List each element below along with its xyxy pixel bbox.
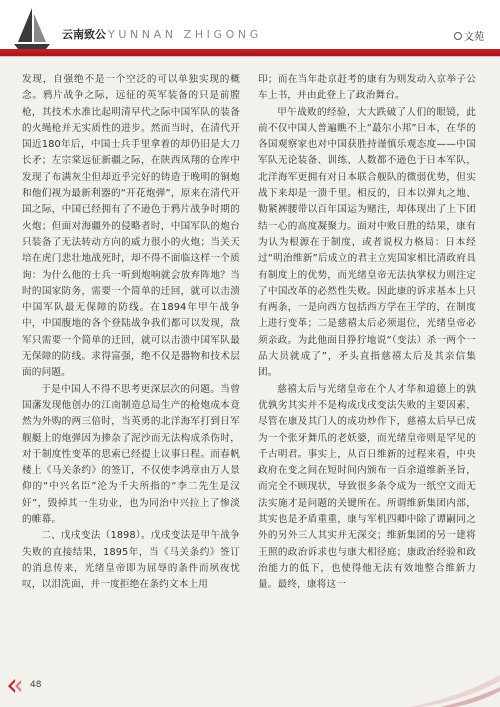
paragraph: 甲午战败的经验，大大跌破了人们的眼镜，此前不仅中国人普遍瞧不上“蕞尔小邦”日本，在华的各国观察家也对中国获胜持谨慎乐观态度——中国军队无论装备、训练、人数都不逊色于日本军队，北洋海军更拥有对日本联合舰队的微弱优势，但实战下来却是一溃千里。相反的，日本以弹丸之地、勒紧裤腰带以百年国运为赌注，却体现出了上下团结一心的高度凝聚力。面对中败日胜的结果，康有为认为根源在于制度，或者说权力格局：日本经过“明治维新”后成立的君主立宪国家相比清政府具有制度上的优势，而光绪皇帝无法执掌权力则注定了中国改革的必然性失败。因此康的诉求基本上只有两条，一是向西方包括西方学在王学的，在制度上进行变革；二是慈禧太后必须退位，光绪皇帝必须亲政。为此他面目狰狞地说“（变法）杀一两个一品大员就成了”，矛头直指慈禧太后及其亲信集团。 [258,106,476,379]
left-column [22,72,240,594]
corner-swoosh-decoration-icon [410,667,500,707]
circle-bullet-icon [454,32,462,40]
header-red-bar [0,49,500,56]
magazine-name-latin: YUNNAN ZHIGONG [108,28,262,41]
section-label [454,28,484,43]
sailboat-logo-icon [8,4,56,52]
paragraph: 印；而在当年赴京赶考的康有为则发动入京举子公车上书，并由此登上了政治舞台。 [258,74,476,102]
page-corner-ornament-icon [6,676,26,696]
paragraph: 于是中国人不得不思考更深层次的问题。当曾国藩发现他创办的江南制造总局生产的枪炮成本竟然为外购的两三倍时，当英勇的北洋海军打到日军舰艇上的炮弹因为掺杂了泥沙而无法构成杀伤时，对于制度性变革的思索已经提上议事日程。而春帆楼上《马关条约》的签订，不仅使李鸿章由万人景仰的“中兴名臣”沦为千夫所指的“李二先生是汉奸”，毁掉其一生功业，也为同治中兴拉上了惨淡的帷幕。 [22,383,240,526]
page-number: 48 [30,680,42,690]
right-column [258,72,476,594]
magazine-title [62,26,262,42]
paragraph: 二、戊戌变法（1898）。戊戌变法是甲午战争失败的直接结果，1895年，当《马关条约》签订的消息传来，光绪皇帝即为屈辱的条件而夙夜忧叹，以泪洗面，并一度拒绝在条约文本上用 [22,530,240,591]
section-name: 文苑 [464,32,484,43]
paragraph: 慈禧太后与光绪皇帝在个人才华和道德上的孰优孰劣其实并不是构成戊戌变法失败的主要因素，尽管在康及其门人的成功炒作下，慈禧太后早已成为一个张牙舞爪的老妖婆，而光绪皇帝则是罕见的千古明君。事实上，从百日维新的过程来看，中央政府在变之间在短时间内颁布一百余道维新圣旨，而完全不顾现状，导致很多条令成为一纸空文而无法实施才是问题的关键所在。所谓维新集团内部，其实也是矛盾重重，康与军机四卿中除了谭嗣同之外的另外三人其实并无深交；维新集团的另一建将王照的政治诉求也与康大相径庭；康政治经验和政治能力的低下，也使得他无法有效地整合维新力量。最终，康将这一 [258,383,476,591]
page-header [0,0,500,56]
magazine-name-cn: 云南致公 [62,28,106,41]
paragraph: 发现，自强绝不是一个空泛的可以单独实现的概念。鸦片战争之际，远征的英军装备的只是前膛枪，其技术水准比起明清早代之际中国军队的装备的火绳枪并无实质性的进步。然而当时，在清代开国近180年后，中国士兵手里拿着的却仍旧是大刀长矛；左宗棠远征新疆之际，在陕西凤翔的仓库中发现了布满灰尘但却近乎完好的铸造于晚明的铜炮和他们视为最新利器的“开花炮弹”，原来在清代开国之际，中国已经拥有了不逊色于鸦片战争时期的火炮；但面对海疆外的侵略者时，中国军队的炮台只装备了无法转动方向的威力很小的火炮；当关天培在虎门悲壮地战死时，却不得不面临这样一个质询：为什么他的士兵一听到炮响就会放弃阵地？当时的国家防务，需要一个简单的迁回，就可以击溃中国军队最无保障的防线。在1894年甲午战争中，中国腹地的各个登陆战争我们都可以发现，敌军只需要一个简单的迁回，就可以击溃中国军队最无保障的防线。求得富强，绝不仅是器物和技术层面的问题。 [22,74,240,379]
